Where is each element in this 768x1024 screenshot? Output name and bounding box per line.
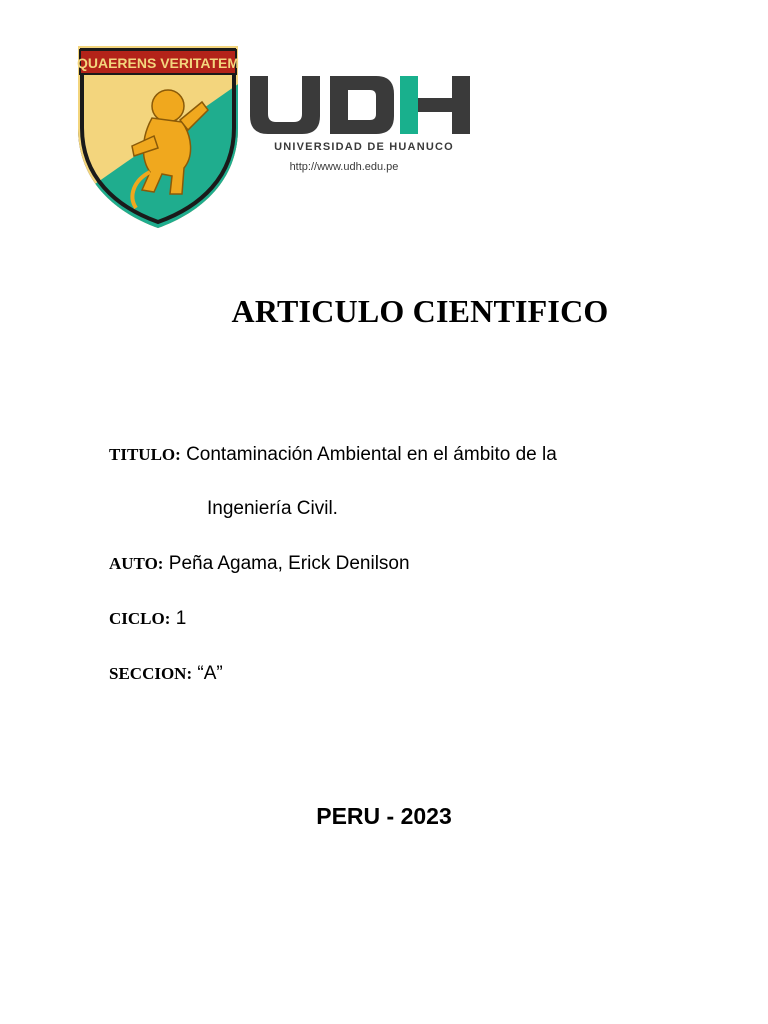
logo-letter-h-left — [400, 76, 418, 134]
seccion-value: “A” — [197, 663, 223, 684]
document-title: ARTICULO CIENTIFICO — [231, 293, 609, 329]
udh-logo — [248, 70, 480, 180]
logo-letter-u — [250, 76, 320, 134]
logo-university-name: UNIVERSIDAD DE HUANUCO — [274, 141, 454, 153]
ciclo-value: 1 — [175, 608, 187, 629]
seccion-field — [109, 663, 223, 685]
autor-label: AUTO: — [109, 554, 164, 573]
titulo-value: Contaminación Ambiental en el ámbito de la — [186, 444, 557, 465]
autor-value: Peña Agama, Erick Denilson — [168, 553, 410, 574]
titulo-label: TITULO: — [109, 445, 181, 464]
titulo-field — [109, 444, 557, 466]
footer-location-year: PERU - 2023 — [316, 803, 452, 829]
seccion-label: SECCION: — [109, 664, 193, 683]
logo-letter-d — [330, 76, 394, 134]
university-shield-crest — [72, 40, 244, 232]
shield-motto: QUAERENS VERITATEM — [76, 55, 240, 71]
ciclo-label: CICLO: — [109, 609, 171, 628]
logo-letter-h-right — [452, 76, 470, 134]
titulo-continuation: Ingeniería Civil. — [207, 498, 338, 519]
logo-letter-h-bar — [418, 98, 452, 112]
autor-field — [109, 553, 410, 575]
ciclo-field — [109, 608, 186, 630]
logo-url: http://www.udh.edu.pe — [289, 161, 399, 173]
